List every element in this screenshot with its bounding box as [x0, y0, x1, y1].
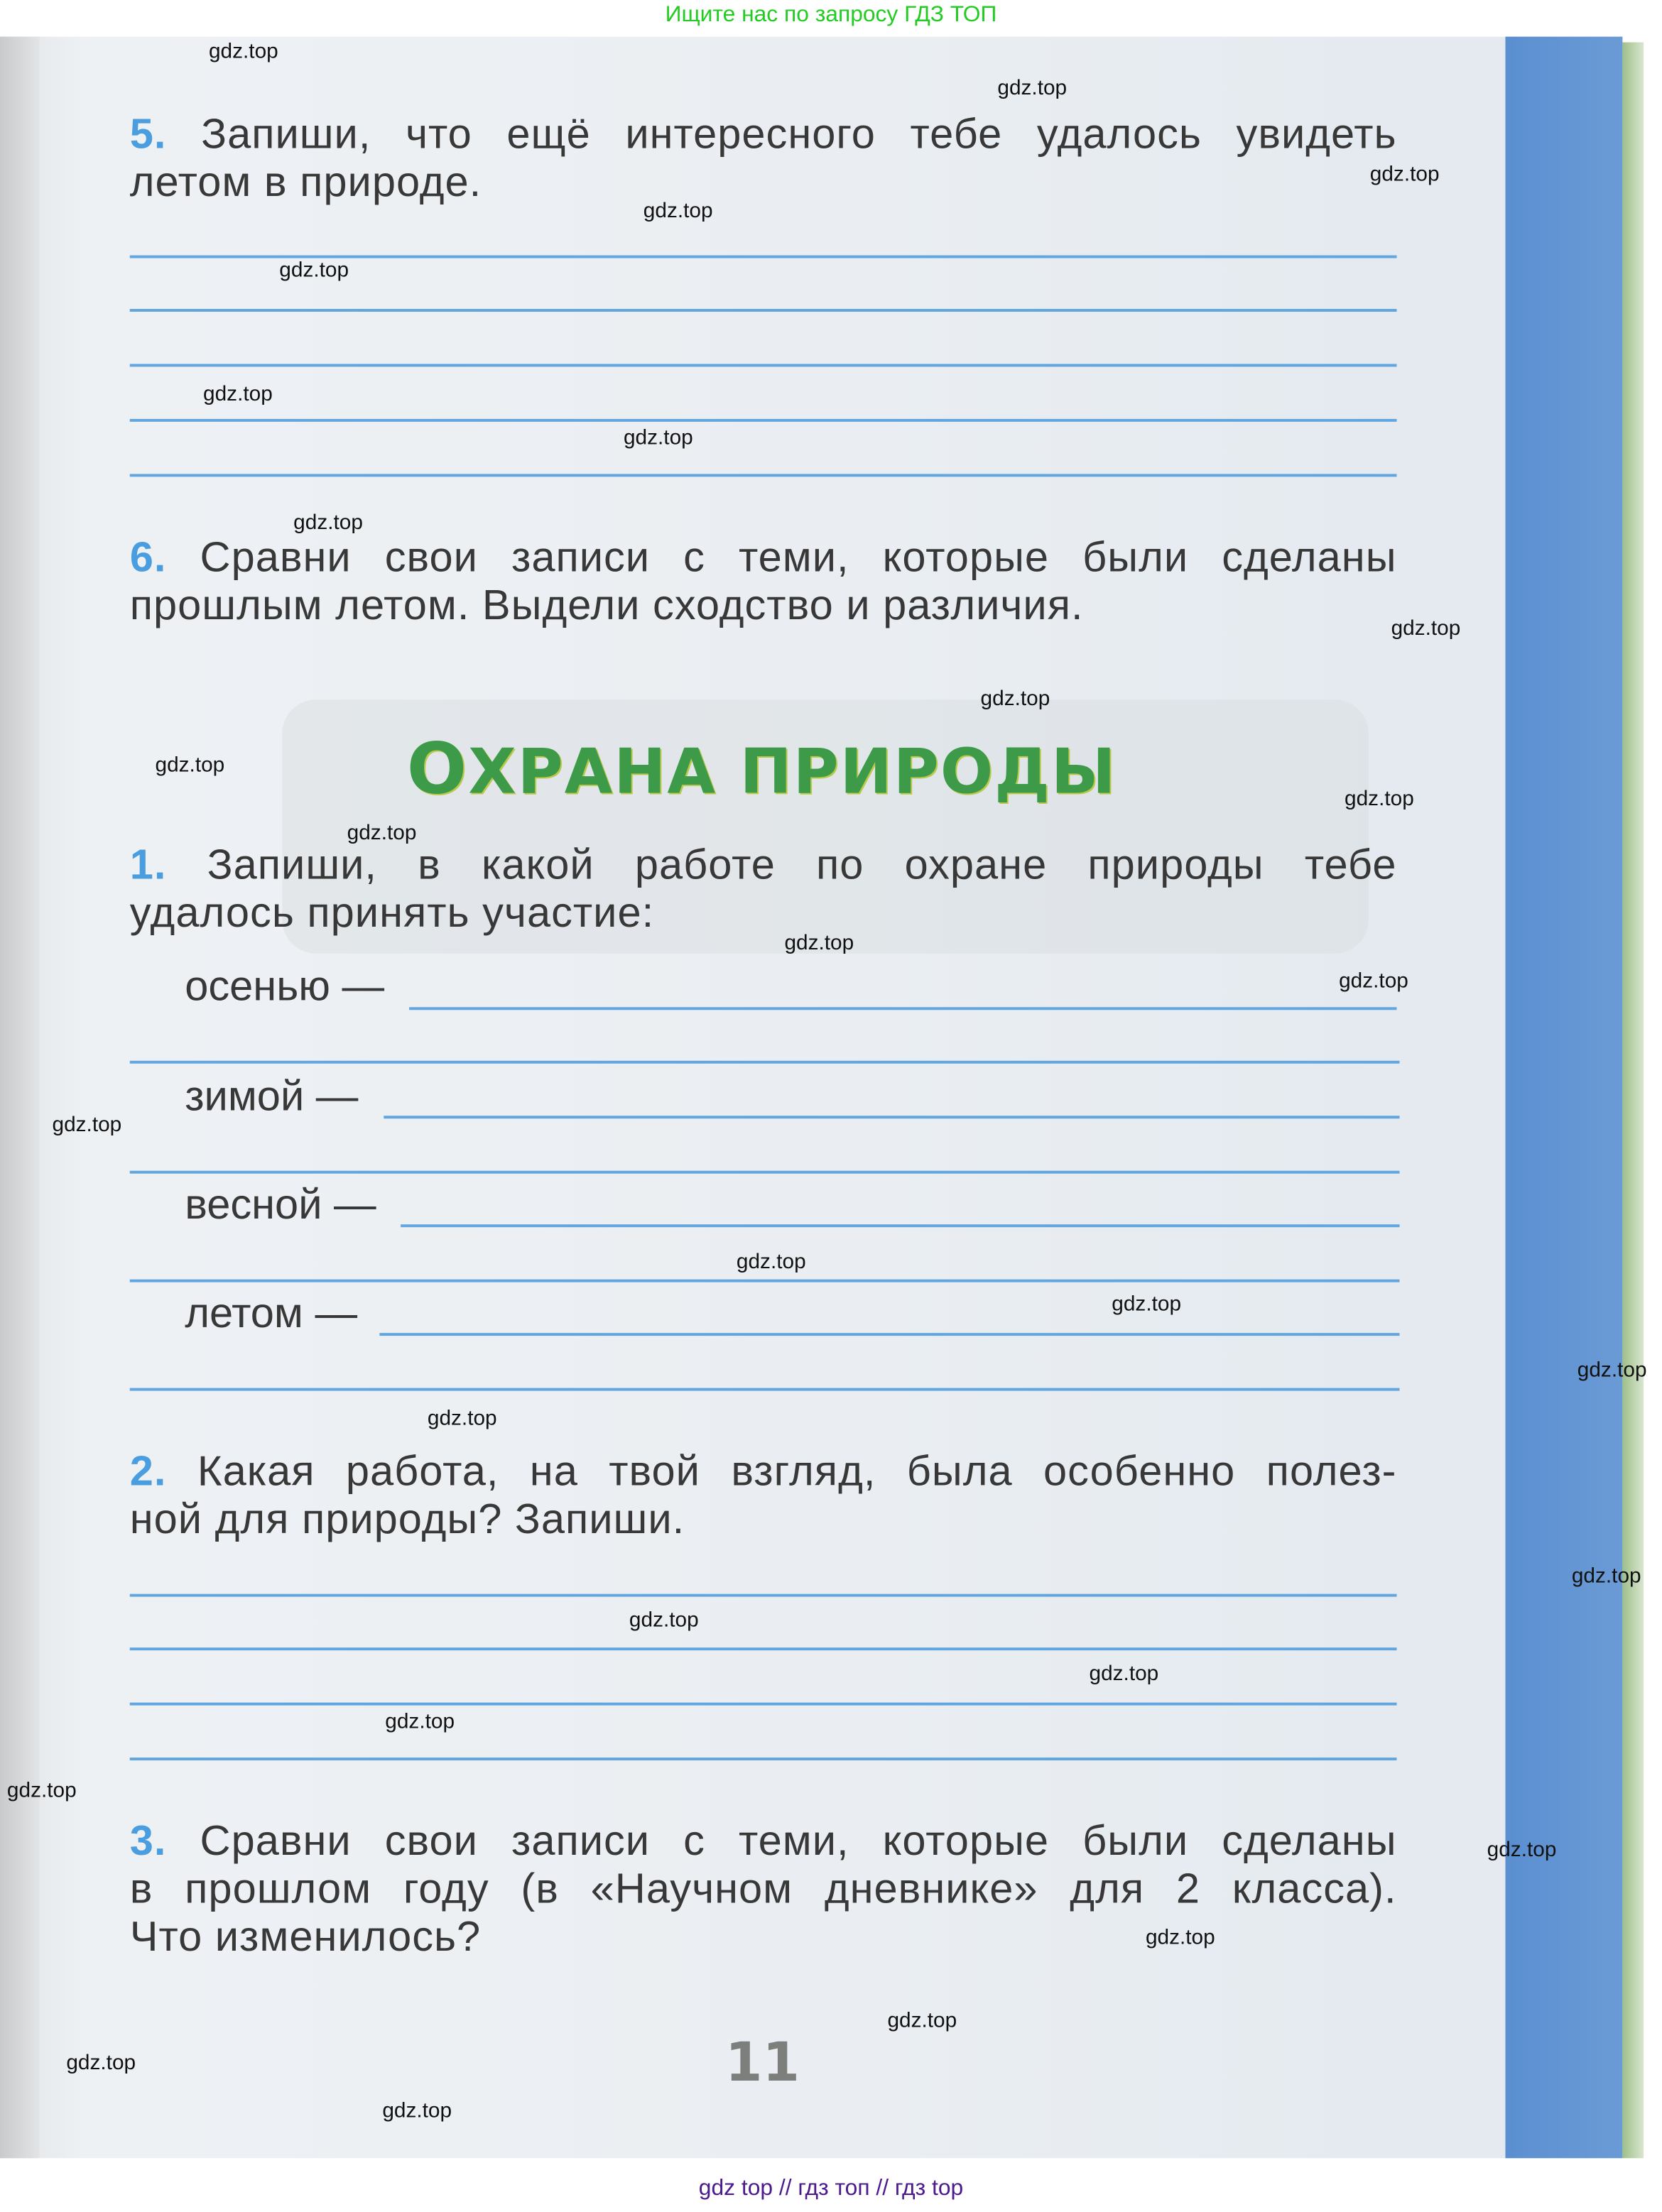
watermark: gdz.top: [385, 1709, 455, 1734]
watermark: gdz.top: [736, 1249, 806, 1274]
task-number: 2.: [129, 1449, 167, 1495]
watermark: gdz.top: [1571, 1564, 1641, 1589]
watermark: gdz.top: [347, 821, 417, 845]
answer-line[interactable]: [130, 419, 1397, 422]
watermark: gdz.top: [1577, 1358, 1647, 1383]
answer-line[interactable]: [130, 474, 1397, 476]
watermark: gdz.top: [293, 511, 363, 535]
watermark: gdz.top: [784, 931, 854, 955]
footer-links[interactable]: gdz top // гдз топ // гдз top: [698, 2176, 964, 2201]
answer-line-winter[interactable]: [384, 1116, 1399, 1118]
task-number: 1.: [129, 841, 167, 889]
season-summer-label: летом —: [185, 1290, 358, 1338]
watermark: gdz.top: [643, 199, 713, 223]
page-spine: [0, 37, 40, 2159]
task-text: Запиши, что ещё интересного тебе удалось увидеть: [201, 111, 1397, 158]
answer-line[interactable]: [130, 1703, 1397, 1706]
watermark: gdz.top: [1089, 1661, 1159, 1686]
task-number: 3.: [129, 1818, 167, 1865]
watermark: gdz.top: [6, 1778, 77, 1803]
page-number: 11: [725, 2031, 800, 2093]
task-number: 5.: [129, 111, 167, 158]
task-text: удалось принять участие:: [129, 890, 655, 937]
answer-line[interactable]: [130, 1280, 1400, 1282]
page-edge: [1622, 43, 1644, 2159]
watermark: gdz.top: [980, 687, 1050, 712]
answer-line[interactable]: [130, 1594, 1397, 1597]
answer-line[interactable]: [130, 1758, 1397, 1760]
watermark: gdz.top: [155, 753, 225, 778]
task-6: [130, 535, 1397, 631]
task-text: Запиши, в какой работе по охране природы тебе: [207, 841, 1397, 889]
task-5: [130, 111, 1397, 207]
task-2: [130, 1449, 1397, 1544]
task-text: прошлым летом. Выдели сходство и различия.: [129, 582, 1084, 629]
search-banner[interactable]: Ищите нас по запросу ГДЗ ТОП: [665, 2, 997, 27]
watermark: gdz.top: [997, 76, 1068, 101]
watermark: gdz.top: [1145, 1925, 1215, 1950]
answer-line[interactable]: [130, 1647, 1397, 1650]
answer-line-autumn[interactable]: [409, 1007, 1396, 1010]
season-spring-label: весной —: [185, 1182, 376, 1229]
section-title: [0, 728, 1524, 810]
task-text: Какая работа, на твой взгляд, была особенно полез-: [197, 1449, 1397, 1495]
answer-line-spring[interactable]: [401, 1224, 1399, 1227]
task-text: Что изменилось?: [129, 1914, 482, 1961]
watermark: gdz.top: [52, 1113, 122, 1138]
watermark: gdz.top: [208, 39, 278, 64]
watermark: gdz.top: [887, 2008, 957, 2033]
title-initial: О: [406, 727, 469, 810]
watermark: gdz.top: [629, 1608, 699, 1633]
watermark: gdz.top: [1339, 969, 1408, 993]
season-winter-label: зимой —: [185, 1073, 359, 1121]
watermark: gdz.top: [1112, 1292, 1182, 1317]
title-rest: ХРАНА ПРИРОДЫ: [468, 736, 1117, 809]
answer-line[interactable]: [130, 364, 1397, 366]
season-autumn-label: осенью —: [185, 963, 385, 1010]
task-text: летом в природе.: [129, 159, 482, 207]
task-text: Сравни свои записи с теми, которые были сделаны: [200, 534, 1397, 582]
watermark: gdz.top: [427, 1406, 497, 1431]
answer-line-summer[interactable]: [379, 1333, 1399, 1336]
watermark: gdz.top: [1345, 787, 1414, 812]
task-1: [130, 842, 1397, 938]
answer-line[interactable]: [130, 1388, 1400, 1391]
task-text: в прошлом году (в «Научном дневнике» для 2 класса).: [129, 1866, 1397, 1913]
watermark: gdz.top: [1369, 162, 1440, 187]
watermark: gdz.top: [623, 425, 693, 450]
watermark: gdz.top: [382, 2098, 452, 2123]
task-text: ной для природы? Запиши.: [129, 1496, 685, 1544]
watermark: gdz.top: [1391, 616, 1461, 641]
answer-line[interactable]: [130, 1171, 1400, 1174]
watermark: gdz.top: [66, 2051, 136, 2075]
answer-line[interactable]: [130, 309, 1397, 312]
task-number: 6.: [129, 534, 167, 582]
watermark: gdz.top: [1487, 1838, 1557, 1863]
answer-line[interactable]: [130, 1061, 1400, 1064]
task-text: Сравни свои записи с теми, которые были сделаны: [200, 1818, 1397, 1865]
watermark: gdz.top: [279, 258, 349, 283]
watermark: gdz.top: [203, 382, 273, 407]
